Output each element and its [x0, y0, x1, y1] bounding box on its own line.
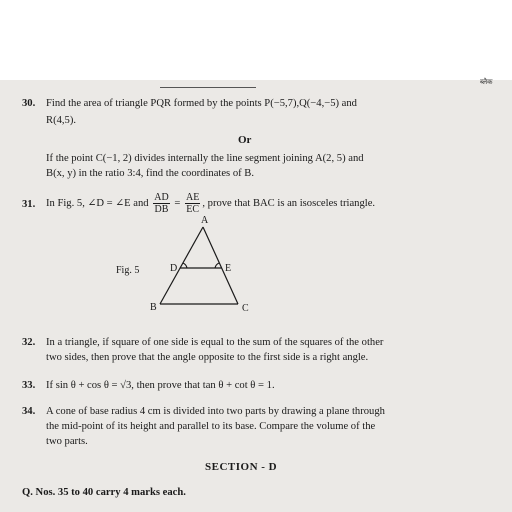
- section-d-title: SECTION - D: [205, 461, 278, 473]
- q34-number: 34.: [22, 406, 36, 417]
- q30-text-line1: Find the area of triangle PQR formed by the points P(−5,7),Q(−4,−5) and: [46, 98, 357, 109]
- header-rule: [160, 87, 256, 88]
- q34-text-line1: A cone of base radius 4 cm is divided into two parts by drawing a plane through: [46, 406, 385, 417]
- q31-pre: In Fig. 5, ∠D = ∠E and: [46, 197, 149, 209]
- q31-frac1-num: AD: [154, 192, 169, 203]
- q31-frac2-den: EC: [186, 204, 200, 215]
- point-E-label: E: [225, 263, 232, 274]
- q30-number: 30.: [22, 98, 36, 109]
- side-AC: [203, 227, 238, 304]
- point-D-label: D: [170, 263, 178, 274]
- q31-eq: =: [174, 197, 181, 209]
- q30-alt-line2: B(x, y) in the ratio 3:4, find the coordinates of B.: [46, 168, 255, 179]
- q34-text-line3: two parts.: [46, 436, 88, 447]
- q32-text-line2: two sides, then prove that the angle opposite to the first side is a right angle.: [46, 352, 369, 363]
- q33-number: 33.: [22, 380, 36, 391]
- angle-D-arc: [183, 263, 187, 268]
- q32-text-line1: In a triangle, if square of one side is equal to the sum of the squares of the other: [46, 337, 384, 348]
- q31-frac1-den: DB: [154, 204, 169, 215]
- q31-number: 31.: [22, 199, 36, 210]
- fig-5-label: Fig. 5: [116, 265, 140, 276]
- point-A-label: A: [201, 215, 209, 226]
- angle-E-arc: [215, 263, 219, 268]
- corner-mark: ब्लैक: [480, 78, 493, 86]
- q31-frac2-num: AE: [186, 192, 200, 203]
- q30-alt-line1: If the point C(−1, 2) divides internally the line segment joining A(2, 5) and: [46, 153, 364, 164]
- q33-text: If sin θ + cos θ = √3, then prove that tan θ + cot θ = 1.: [46, 380, 275, 391]
- point-C-label: C: [242, 303, 249, 314]
- q30-text-line2: R(4,5).: [46, 115, 77, 126]
- side-AB: [160, 227, 203, 304]
- point-B-label: B: [150, 302, 157, 313]
- q34-text-line2: the mid-point of its height and parallel to its base. Compare the volume of the: [46, 421, 376, 432]
- section-d-instructions: Q. Nos. 35 to 40 carry 4 marks each.: [22, 487, 186, 498]
- triangle-figure: [140, 212, 260, 317]
- q31-post: , prove that BAC is an isosceles triangle.: [202, 197, 376, 209]
- q32-number: 32.: [22, 337, 36, 348]
- q30-or-label: Or: [238, 134, 252, 146]
